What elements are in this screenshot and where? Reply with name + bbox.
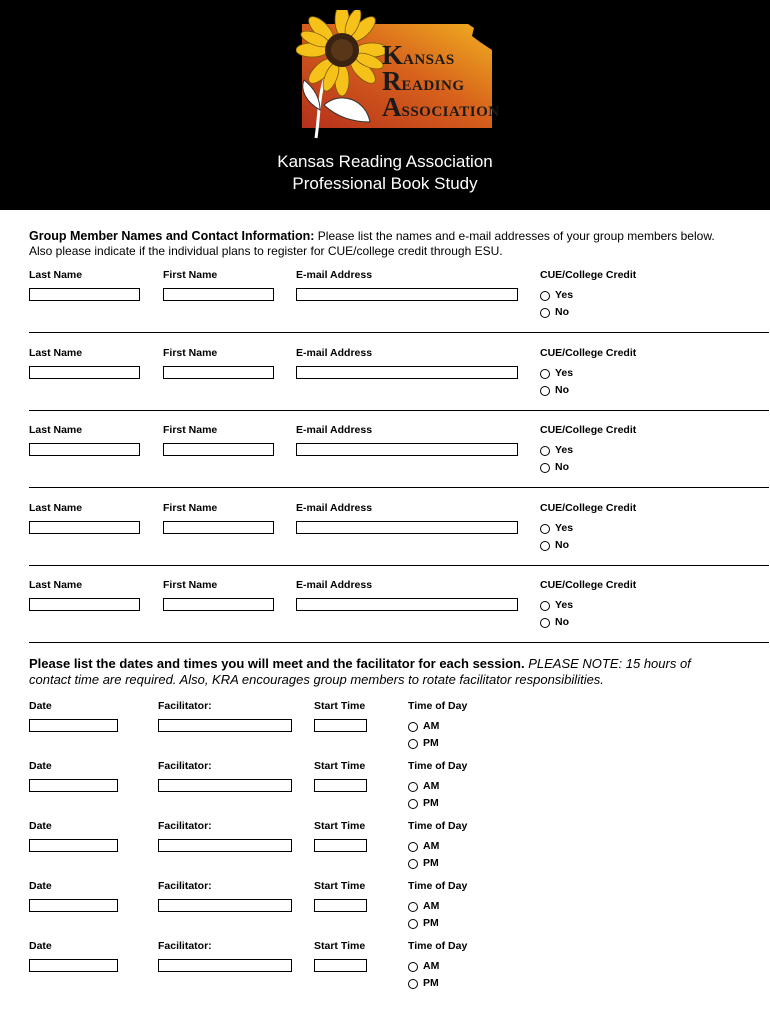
- email-label: E-mail Address: [296, 579, 373, 591]
- start-time-field[interactable]: [314, 959, 367, 972]
- credit-label: CUE/College Credit: [540, 501, 637, 514]
- date-field[interactable]: [29, 959, 118, 972]
- last-name-label: Last Name: [29, 424, 83, 436]
- am-radio[interactable]: [408, 962, 418, 972]
- members-text-1: Please list the names and e-mail addresses of your group members below.: [314, 229, 715, 243]
- credit-label: CUE/College Credit: [540, 424, 637, 436]
- section-divider: [29, 332, 769, 333]
- credit-no-label: No: [555, 461, 569, 473]
- last-name-label: Last Name: [29, 269, 83, 281]
- first-name-label: First Name: [163, 579, 218, 591]
- pm-radio[interactable]: [408, 859, 418, 869]
- kra-logo: [296, 10, 500, 140]
- section-divider: [29, 410, 769, 411]
- section-divider: [29, 565, 769, 566]
- time-of-day-label: Time of Day: [408, 820, 468, 832]
- start-time-label: Start Time: [314, 880, 366, 892]
- credit-label: CUE/College Credit: [540, 579, 637, 591]
- facilitator-label: Facilitator:: [158, 760, 212, 772]
- credit-no-label: No: [555, 538, 569, 551]
- am-label: AM: [423, 720, 440, 732]
- time-of-day-label: Time of Day: [408, 700, 468, 712]
- pm-label: PM: [423, 797, 439, 809]
- email-label: E-mail Address: [296, 424, 373, 436]
- am-radio[interactable]: [408, 902, 418, 912]
- date-field[interactable]: [29, 779, 118, 792]
- time-of-day-label: Time of Day: [408, 940, 468, 952]
- credit-no-radio[interactable]: [540, 308, 550, 318]
- date-field[interactable]: [29, 899, 118, 912]
- section-divider: [29, 642, 769, 643]
- am-label: AM: [423, 960, 440, 972]
- facilitator-field[interactable]: [158, 839, 292, 852]
- credit-yes-label: Yes: [555, 444, 574, 456]
- credit-yes-label: Yes: [555, 289, 574, 301]
- credit-yes-radio[interactable]: [540, 291, 550, 301]
- email-field[interactable]: [296, 443, 518, 456]
- email-label: E-mail Address: [296, 346, 373, 359]
- email-field[interactable]: [296, 366, 518, 379]
- credit-yes-radio[interactable]: [540, 446, 550, 456]
- am-radio[interactable]: [408, 722, 418, 732]
- last-name-field[interactable]: [29, 443, 140, 456]
- pm-radio[interactable]: [408, 979, 418, 989]
- email-field[interactable]: [296, 598, 518, 611]
- last-name-label: Last Name: [29, 346, 83, 359]
- facilitator-field[interactable]: [158, 899, 292, 912]
- pm-label: PM: [423, 737, 439, 749]
- last-name-label: Last Name: [29, 501, 83, 514]
- credit-no-label: No: [555, 383, 569, 396]
- pm-label: PM: [423, 977, 439, 989]
- credit-yes-label: Yes: [555, 366, 574, 379]
- members-text-2: Also please indicate if the individual plans to register for CUE/college credit through ESU.: [29, 244, 503, 258]
- last-name-field[interactable]: [29, 598, 140, 611]
- email-label: E-mail Address: [296, 501, 373, 514]
- page-title: Kansas Reading Association: [277, 152, 493, 171]
- meetings-instructions: [29, 656, 749, 688]
- date-label: Date: [29, 880, 52, 892]
- am-label: AM: [423, 840, 440, 852]
- logo-word-association: ASSOCIATION: [382, 92, 500, 122]
- start-time-label: Start Time: [314, 700, 366, 712]
- email-field[interactable]: [296, 288, 518, 301]
- first-name-label: First Name: [163, 269, 218, 281]
- facilitator-label: Facilitator:: [158, 880, 212, 892]
- first-name-label: First Name: [163, 501, 218, 514]
- logo-word-kansas: KANSAS: [382, 40, 455, 70]
- facilitator-field[interactable]: [158, 779, 292, 792]
- section-divider: [29, 487, 769, 488]
- facilitator-label: Facilitator:: [158, 700, 212, 712]
- first-name-field[interactable]: [163, 288, 274, 301]
- time-of-day-label: Time of Day: [408, 880, 468, 892]
- start-time-field[interactable]: [314, 719, 367, 732]
- start-time-field[interactable]: [314, 899, 367, 912]
- credit-label: CUE/College Credit: [540, 269, 637, 281]
- page-subtitle: Professional Book Study: [292, 174, 478, 193]
- start-time-label: Start Time: [314, 940, 366, 952]
- credit-no-radio[interactable]: [540, 386, 550, 396]
- pm-radio[interactable]: [408, 739, 418, 749]
- pm-radio[interactable]: [408, 799, 418, 809]
- credit-yes-label: Yes: [555, 599, 574, 611]
- credit-yes-label: Yes: [555, 521, 574, 534]
- pm-label: PM: [423, 917, 439, 929]
- last-name-field[interactable]: [29, 521, 140, 534]
- first-name-field[interactable]: [163, 443, 274, 456]
- start-time-field[interactable]: [314, 839, 367, 852]
- pm-label: PM: [423, 857, 439, 869]
- credit-yes-radio[interactable]: [540, 601, 550, 611]
- am-radio[interactable]: [408, 842, 418, 852]
- am-label: AM: [423, 780, 440, 792]
- date-label: Date: [29, 700, 52, 712]
- am-label: AM: [423, 900, 440, 912]
- members-heading: Group Member Names and Contact Information:: [29, 229, 315, 243]
- start-time-field[interactable]: [314, 779, 367, 792]
- facilitator-label: Facilitator:: [158, 820, 212, 832]
- start-time-label: Start Time: [314, 820, 366, 832]
- credit-no-radio[interactable]: [540, 541, 550, 551]
- meetings-note-1: PLEASE NOTE: 15 hours of: [524, 656, 691, 671]
- meetings-note-2: contact time are required. Also, KRA encourages group members to rotate facilitator responsibilities.: [29, 672, 604, 687]
- first-name-label: First Name: [163, 424, 218, 436]
- date-field[interactable]: [29, 839, 118, 852]
- date-field[interactable]: [29, 719, 118, 732]
- date-label: Date: [29, 760, 52, 772]
- date-label: Date: [29, 820, 52, 832]
- credit-yes-radio[interactable]: [540, 524, 550, 534]
- first-name-label: First Name: [163, 346, 218, 359]
- credit-no-radio[interactable]: [540, 618, 550, 628]
- credit-no-label: No: [555, 306, 569, 318]
- am-radio[interactable]: [408, 782, 418, 792]
- facilitator-field[interactable]: [158, 719, 292, 732]
- credit-no-radio[interactable]: [540, 463, 550, 473]
- credit-label: CUE/College Credit: [540, 346, 637, 359]
- time-of-day-label: Time of Day: [408, 760, 468, 772]
- last-name-field[interactable]: [29, 288, 140, 301]
- last-name-label: Last Name: [29, 579, 83, 591]
- email-label: E-mail Address: [296, 269, 373, 281]
- logo-word-reading: READING: [382, 66, 465, 96]
- facilitator-field[interactable]: [158, 959, 292, 972]
- date-label: Date: [29, 940, 52, 952]
- credit-no-label: No: [555, 616, 569, 628]
- meetings-heading: Please list the dates and times you will meet and the facilitator for each session.: [29, 656, 525, 671]
- email-field[interactable]: [296, 521, 518, 534]
- facilitator-label: Facilitator:: [158, 940, 212, 952]
- header-banner: [0, 0, 770, 210]
- members-instructions: [29, 229, 749, 259]
- credit-yes-radio[interactable]: [540, 369, 550, 379]
- first-name-field[interactable]: [163, 366, 274, 379]
- first-name-field[interactable]: [163, 521, 274, 534]
- start-time-label: Start Time: [314, 760, 366, 772]
- pm-radio[interactable]: [408, 919, 418, 929]
- first-name-field[interactable]: [163, 598, 274, 611]
- last-name-field[interactable]: [29, 366, 140, 379]
